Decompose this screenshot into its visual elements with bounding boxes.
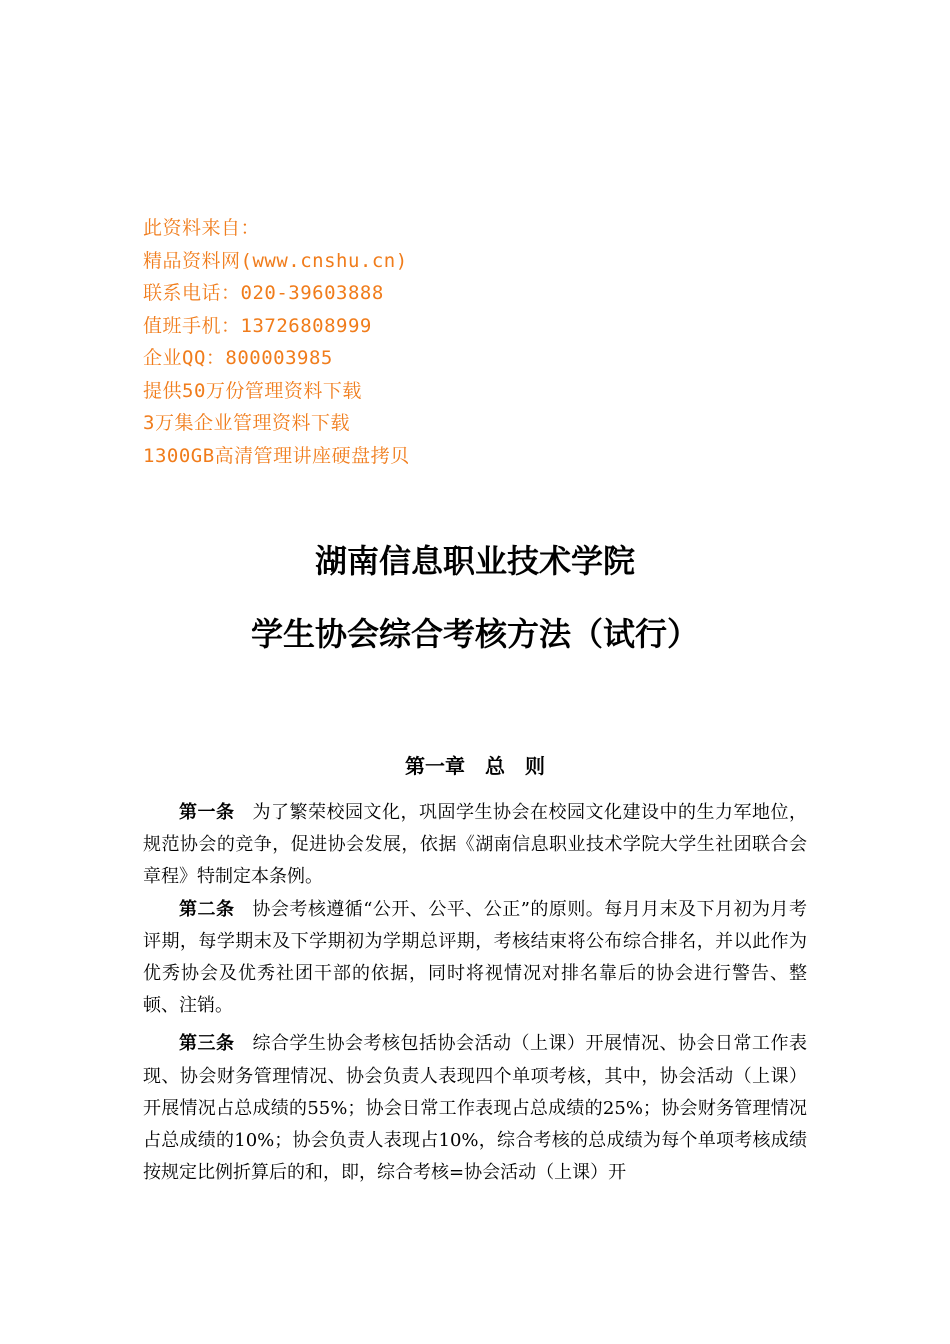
- offer-line-2: 3万集企业管理资料下载: [143, 412, 350, 434]
- article-1: [143, 797, 807, 894]
- chapter-heading: 第一章 总 则: [405, 754, 545, 778]
- article-label: 第三条: [179, 1033, 235, 1055]
- offer-line-1: 提供50万份管理资料下载: [143, 379, 362, 402]
- source-notice: [143, 212, 743, 472]
- article-text: 协会考核遵循“公开、公平、公正”的原则。每月月末及下月初为月考评期，每学期末及下学期初为学期总评期，考核结束将公布综合排名，并以此作为优秀协会及优秀社团干部的依据，同时将视情况对排名靠后的协会进行警告、整顿、注销。: [143, 898, 807, 1017]
- source-line: 此资料来自：: [143, 217, 261, 239]
- document-body: [143, 797, 807, 1189]
- article-label: 第二条: [179, 898, 235, 920]
- document-title-institution: 湖南信息职业技术学院: [314, 542, 635, 580]
- offer-line-3: 1300GB高清管理讲座硬盘拷贝: [143, 444, 410, 467]
- qq-line: 企业QQ：800003985: [143, 347, 333, 369]
- document-title-subject: 学生协会综合考核方法（试行）: [250, 615, 699, 653]
- article-text: 综合学生协会考核包括协会活动（上课）开展情况、协会日常工作表现、协会财务管理情况、协会负责人表现四个单项考核，其中，协会活动（上课）开展情况占总成绩的55%；协会日常工作表现占总成绩的25%；协会财务管理情况占总成绩的10%；协会负责人表现占10%，综合考核的总成绩为每个单项考核成绩按规定比例折算后的和，即，综合考核=协会活动（上课）开: [143, 1033, 807, 1184]
- article-2: [143, 894, 807, 1023]
- website-line: 精品资料网(www.cnshu.cn): [143, 249, 408, 272]
- article-text: 为了繁荣校园文化，巩固学生协会在校园文化建设中的生力军地位，规范协会的竞争，促进协会发展，依据《湖南信息职业技术学院大学生社团联合会章程》特制定本条例。: [143, 802, 807, 888]
- article-3: [143, 1028, 807, 1189]
- article-label: 第一条: [179, 802, 235, 823]
- mobile-line: 值班手机：13726808999: [143, 314, 372, 337]
- phone-line: 联系电话：020-39603888: [143, 282, 384, 304]
